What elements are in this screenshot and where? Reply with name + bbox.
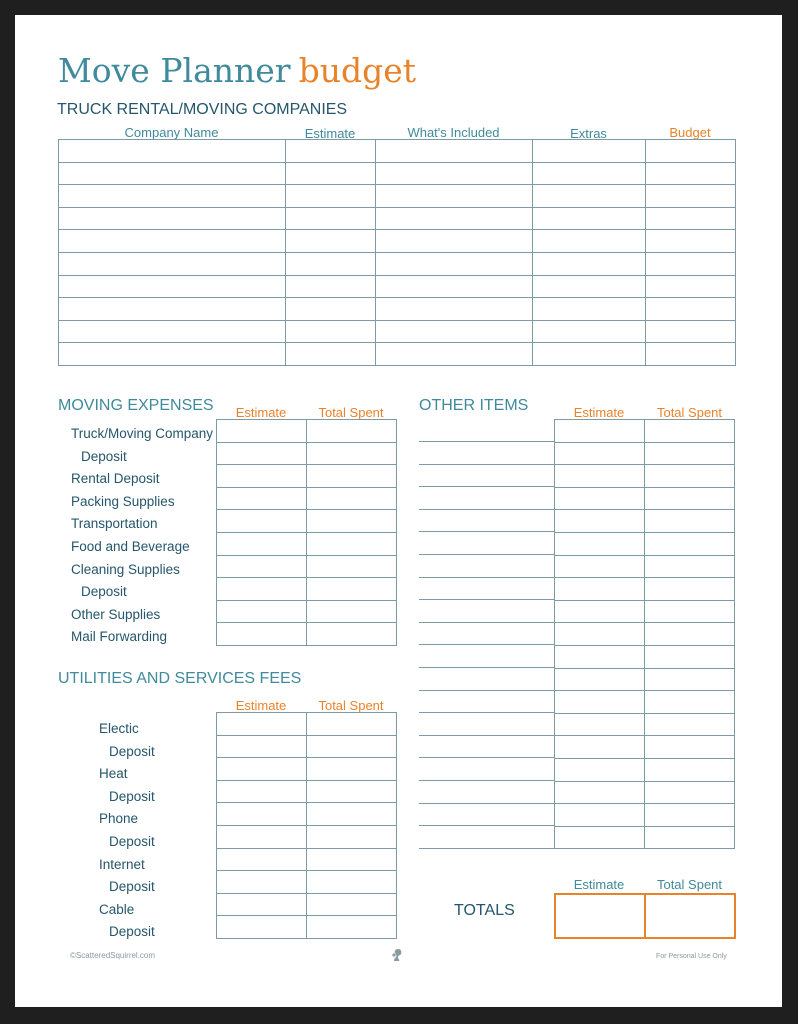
truck-cell[interactable]: [59, 230, 286, 253]
moving-row: [217, 600, 397, 623]
other-row: [555, 623, 735, 646]
utilities-label: Internet: [99, 856, 145, 872]
truck-cell[interactable]: [286, 320, 376, 343]
moving-expense-label: Cleaning Supplies: [71, 561, 180, 577]
other-item-line[interactable]: [419, 599, 554, 600]
other-row: [555, 645, 735, 668]
other-cell[interactable]: [555, 442, 645, 465]
utilities-label: Deposit: [109, 834, 155, 849]
moving-cell[interactable]: [217, 600, 307, 623]
moving-cell[interactable]: [217, 465, 307, 488]
utilities-row: [217, 825, 397, 848]
moving-row: [217, 555, 397, 578]
truck-row: [59, 185, 736, 208]
other-item-line[interactable]: [419, 825, 554, 826]
truck-cell[interactable]: [376, 230, 533, 253]
other-item-line[interactable]: [419, 622, 554, 623]
moving-expense-label: Deposit: [81, 584, 127, 600]
other-cell[interactable]: [645, 804, 735, 827]
squirrel-icon: [391, 948, 403, 962]
utilities-cell[interactable]: [307, 871, 397, 894]
moving-cell[interactable]: [217, 420, 307, 443]
other-row: [555, 487, 735, 510]
utilities-label: Heat: [99, 766, 128, 782]
other-items-table: [554, 419, 735, 849]
utilities-label: Deposit: [109, 924, 155, 940]
utilities-cell[interactable]: [307, 893, 397, 916]
other-cell[interactable]: [555, 487, 645, 510]
moving-cell[interactable]: [307, 510, 397, 533]
truck-cell[interactable]: [533, 252, 646, 275]
utilities-heading: UTILITIES AND SERVICES FEES: [58, 670, 302, 687]
page-title: [58, 51, 416, 90]
utilities-cell[interactable]: [217, 803, 307, 826]
truck-cell[interactable]: [646, 275, 736, 298]
other-cell[interactable]: [645, 736, 735, 759]
truck-row: [59, 298, 736, 321]
utilities-label: Electic: [99, 721, 139, 736]
moving-expense-label: Packing Supplies: [71, 493, 175, 509]
other-items-heading: OTHER ITEMS: [419, 397, 529, 414]
truck-cell[interactable]: [646, 252, 736, 275]
title-part-2: budget: [298, 51, 416, 90]
other-cell[interactable]: [645, 623, 735, 646]
totals-estimate-cell[interactable]: [555, 894, 645, 938]
moving-cell[interactable]: [307, 578, 397, 601]
moving-row: [217, 578, 397, 601]
other-cell[interactable]: [645, 465, 735, 488]
other-cell[interactable]: [555, 804, 645, 827]
truck-cell[interactable]: [59, 298, 286, 321]
other-row: [555, 600, 735, 623]
moving-cell[interactable]: [307, 532, 397, 555]
moving-cell[interactable]: [217, 487, 307, 510]
planner-page: [15, 15, 782, 1007]
other-cell[interactable]: [555, 623, 645, 646]
other-cell[interactable]: [555, 668, 645, 691]
other-cell[interactable]: [555, 555, 645, 578]
other-cell[interactable]: [645, 442, 735, 465]
other-cell[interactable]: [555, 645, 645, 668]
totals-col-estimate: Estimate: [573, 877, 625, 892]
moving-expense-label: Mail Forwarding: [71, 629, 168, 645]
utilities-label: Phone: [99, 811, 139, 827]
truck-cell[interactable]: [59, 252, 286, 275]
utilities-label: Deposit: [109, 788, 155, 804]
truck-cell[interactable]: [286, 207, 376, 230]
truck-row: [59, 230, 736, 253]
truck-cell[interactable]: [286, 230, 376, 253]
truck-cell[interactable]: [533, 162, 646, 185]
moving-cell[interactable]: [307, 420, 397, 443]
other-item-line[interactable]: [419, 509, 554, 510]
utilities-cell[interactable]: [217, 758, 307, 781]
other-cell[interactable]: [645, 826, 735, 849]
other-cell[interactable]: [555, 465, 645, 488]
utilities-row: [217, 780, 397, 803]
other-row: [555, 691, 735, 714]
truck-cell[interactable]: [376, 207, 533, 230]
other-row: [555, 804, 735, 827]
truck-cell[interactable]: [376, 343, 533, 366]
truck-row: [59, 275, 736, 298]
utilities-cell[interactable]: [307, 916, 397, 939]
other-row: [555, 781, 735, 804]
moving-expense-label: Food and Beverage: [71, 539, 190, 554]
other-cell[interactable]: [645, 510, 735, 533]
utilities-row: [217, 713, 397, 736]
truck-cell[interactable]: [646, 207, 736, 230]
truck-col-included: What's Included: [407, 125, 500, 140]
moving-expense-label: Other Supplies: [71, 606, 161, 622]
truck-cell[interactable]: [376, 185, 533, 208]
other-item-line[interactable]: [419, 486, 554, 487]
other-item-line[interactable]: [419, 757, 554, 758]
truck-cell[interactable]: [533, 207, 646, 230]
truck-cell[interactable]: [376, 140, 533, 163]
other-cell[interactable]: [645, 713, 735, 736]
other-item-line[interactable]: [419, 667, 554, 668]
truck-row: [59, 343, 736, 366]
moving-expenses-heading: MOVING EXPENSES: [58, 397, 214, 414]
truck-cell[interactable]: [376, 320, 533, 343]
other-cell[interactable]: [555, 510, 645, 533]
totals-col-spent: Total Spent: [656, 877, 723, 892]
other-row: [555, 668, 735, 691]
utilities-cell[interactable]: [217, 848, 307, 871]
truck-col-estimate: Estimate: [304, 126, 356, 141]
moving-cell[interactable]: [217, 578, 307, 601]
moving-cell[interactable]: [217, 532, 307, 555]
utilities-cell[interactable]: [217, 871, 307, 894]
moving-cell[interactable]: [307, 600, 397, 623]
truck-cell[interactable]: [646, 185, 736, 208]
other-item-line[interactable]: [419, 690, 554, 691]
other-col-estimate: Estimate: [573, 405, 625, 420]
truck-cell[interactable]: [376, 275, 533, 298]
other-item-line[interactable]: [419, 441, 554, 442]
other-cell[interactable]: [645, 758, 735, 781]
utilities-row: [217, 803, 397, 826]
utilities-cell[interactable]: [217, 713, 307, 736]
footer-personal-use: For Personal Use Only: [656, 953, 727, 960]
moving-row: [217, 510, 397, 533]
title-part-1: Move Planner: [58, 51, 291, 90]
truck-row: [59, 320, 736, 343]
utilities-col-spent: Total Spent: [318, 698, 384, 713]
other-col-spent: Total Spent: [656, 405, 723, 420]
truck-cell[interactable]: [646, 320, 736, 343]
truck-cell[interactable]: [286, 140, 376, 163]
truck-cell[interactable]: [286, 185, 376, 208]
moving-cell[interactable]: [217, 623, 307, 646]
truck-cell[interactable]: [646, 298, 736, 321]
utilities-cell[interactable]: [217, 893, 307, 916]
other-cell[interactable]: [555, 758, 645, 781]
truck-cell[interactable]: [646, 162, 736, 185]
moving-expense-label: Deposit: [81, 448, 127, 464]
truck-cell[interactable]: [59, 140, 286, 163]
truck-cell[interactable]: [376, 298, 533, 321]
moving-cell[interactable]: [217, 510, 307, 533]
truck-row: [59, 162, 736, 185]
other-cell[interactable]: [555, 736, 645, 759]
truck-cell[interactable]: [533, 320, 646, 343]
utilities-cell[interactable]: [307, 825, 397, 848]
utilities-row: [217, 893, 397, 916]
utilities-row: [217, 758, 397, 781]
truck-cell[interactable]: [533, 298, 646, 321]
truck-cell[interactable]: [376, 162, 533, 185]
other-cell[interactable]: [645, 420, 735, 443]
other-row: [555, 713, 735, 736]
utilities-cell[interactable]: [307, 803, 397, 826]
moving-expense-label: Rental Deposit: [71, 471, 160, 487]
other-cell[interactable]: [645, 555, 735, 578]
other-item-line[interactable]: [419, 554, 554, 555]
truck-cell[interactable]: [646, 343, 736, 366]
truck-table: [58, 139, 736, 366]
other-cell[interactable]: [555, 532, 645, 555]
other-row: [555, 555, 735, 578]
utilities-table: [216, 712, 397, 939]
moving-row: [217, 487, 397, 510]
moving-expenses-table: [216, 419, 397, 646]
other-cell[interactable]: [555, 578, 645, 601]
truck-cell[interactable]: [286, 343, 376, 366]
truck-row: [59, 207, 736, 230]
moving-cell[interactable]: [307, 465, 397, 488]
other-row: [555, 532, 735, 555]
moving-col-spent: Total Spent: [318, 405, 384, 420]
other-item-line[interactable]: [419, 577, 554, 578]
truck-cell[interactable]: [286, 298, 376, 321]
other-row: [555, 442, 735, 465]
footer-copyright: ©ScatteredSquirrel.com: [70, 951, 156, 960]
utilities-row: [217, 871, 397, 894]
utilities-cell[interactable]: [217, 780, 307, 803]
other-row: [555, 578, 735, 601]
totals-table: [554, 893, 736, 939]
other-item-line[interactable]: [419, 803, 554, 804]
other-cell[interactable]: [645, 487, 735, 510]
utilities-label: Deposit: [109, 743, 155, 759]
moving-row: [217, 532, 397, 555]
truck-section-heading: TRUCK RENTAL/MOVING COMPANIES: [57, 101, 348, 118]
truck-col-budget: Budget: [669, 125, 711, 140]
other-cell[interactable]: [645, 578, 735, 601]
utilities-row: [217, 848, 397, 871]
truck-cell[interactable]: [286, 275, 376, 298]
other-row: [555, 465, 735, 488]
other-item-line[interactable]: [419, 848, 554, 849]
other-cell[interactable]: [555, 826, 645, 849]
truck-col-extras: Extras: [570, 126, 607, 141]
truck-cell[interactable]: [59, 162, 286, 185]
other-cell[interactable]: [645, 668, 735, 691]
other-row: [555, 420, 735, 443]
utilities-cell[interactable]: [307, 758, 397, 781]
other-row: [555, 510, 735, 533]
utilities-row: [217, 735, 397, 758]
other-item-line[interactable]: [419, 531, 554, 532]
truck-cell[interactable]: [59, 207, 286, 230]
truck-cell[interactable]: [59, 185, 286, 208]
truck-cell[interactable]: [59, 343, 286, 366]
moving-cell[interactable]: [307, 442, 397, 465]
truck-cell[interactable]: [59, 275, 286, 298]
other-cell[interactable]: [645, 645, 735, 668]
other-row: [555, 826, 735, 849]
utilities-cell[interactable]: [217, 735, 307, 758]
truck-cell[interactable]: [533, 230, 646, 253]
other-cell[interactable]: [555, 781, 645, 804]
truck-cell[interactable]: [533, 343, 646, 366]
truck-cell[interactable]: [646, 230, 736, 253]
truck-cell[interactable]: [376, 252, 533, 275]
other-cell[interactable]: [645, 600, 735, 623]
other-cell[interactable]: [555, 420, 645, 443]
moving-cell[interactable]: [307, 555, 397, 578]
other-item-line[interactable]: [419, 644, 554, 645]
utilities-label: Deposit: [109, 879, 155, 895]
truck-col-company: Company Name: [124, 125, 219, 140]
totals-label: TOTALS: [454, 902, 515, 919]
utilities-cell[interactable]: [307, 713, 397, 736]
moving-row: [217, 623, 397, 646]
utilities-cell[interactable]: [307, 735, 397, 758]
utilities-cell[interactable]: [217, 916, 307, 939]
truck-cell[interactable]: [533, 275, 646, 298]
utilities-cell[interactable]: [307, 780, 397, 803]
totals-spent-cell[interactable]: [645, 894, 735, 938]
truck-cell[interactable]: [533, 185, 646, 208]
moving-cell[interactable]: [217, 555, 307, 578]
other-item-line[interactable]: [419, 780, 554, 781]
truck-cell[interactable]: [59, 320, 286, 343]
other-cell[interactable]: [555, 600, 645, 623]
utilities-cell[interactable]: [217, 825, 307, 848]
truck-cell[interactable]: [646, 140, 736, 163]
moving-expense-label: Transportation: [71, 516, 158, 532]
moving-cell[interactable]: [307, 487, 397, 510]
truck-cell[interactable]: [533, 140, 646, 163]
truck-row: [59, 140, 736, 163]
moving-row: [217, 465, 397, 488]
other-cell[interactable]: [555, 691, 645, 714]
moving-expense-label: Truck/Moving Company: [71, 426, 214, 441]
truck-cell[interactable]: [286, 162, 376, 185]
other-cell[interactable]: [555, 713, 645, 736]
other-item-line[interactable]: [419, 712, 554, 713]
utilities-col-estimate: Estimate: [235, 698, 287, 713]
other-row: [555, 736, 735, 759]
moving-row: [217, 420, 397, 443]
truck-cell[interactable]: [286, 252, 376, 275]
truck-row: [59, 252, 736, 275]
other-cell[interactable]: [645, 532, 735, 555]
other-row: [555, 758, 735, 781]
utilities-label: Cable: [99, 901, 135, 917]
utilities-row: [217, 916, 397, 939]
moving-col-estimate: Estimate: [235, 405, 287, 420]
other-cell[interactable]: [645, 691, 735, 714]
moving-cell[interactable]: [307, 623, 397, 646]
other-item-line[interactable]: [419, 464, 554, 465]
utilities-cell[interactable]: [307, 848, 397, 871]
other-cell[interactable]: [645, 781, 735, 804]
moving-row: [217, 442, 397, 465]
moving-cell[interactable]: [217, 442, 307, 465]
other-item-line[interactable]: [419, 735, 554, 736]
